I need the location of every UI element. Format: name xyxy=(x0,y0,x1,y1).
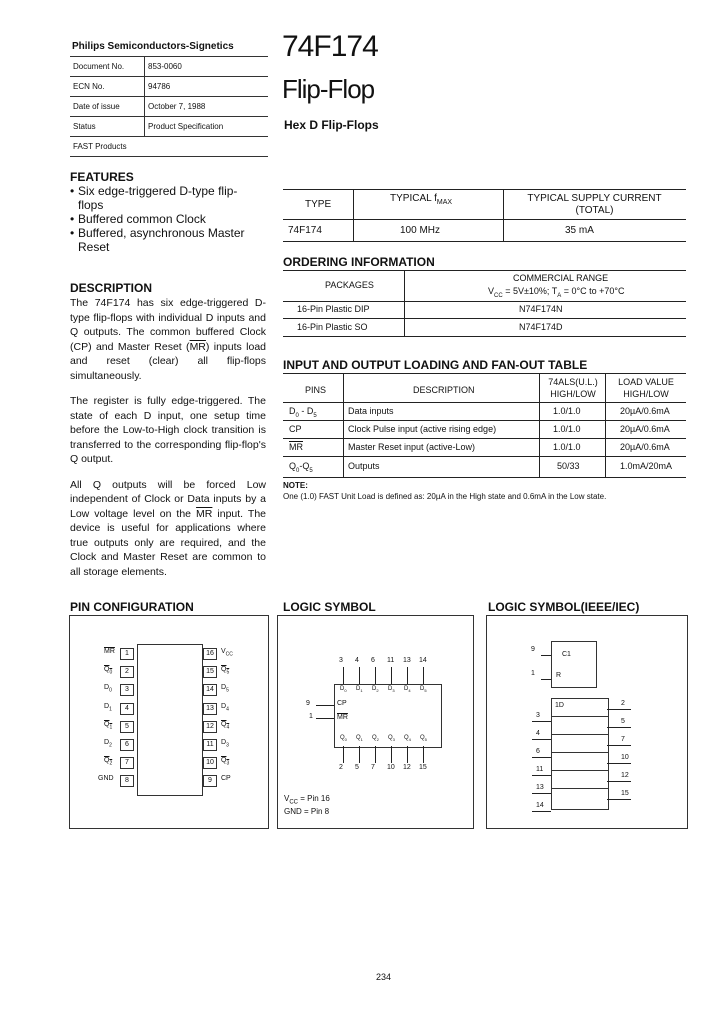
loading-desc-3: Master Reset input (active-Low) xyxy=(348,442,476,452)
description-paragraph-1: The 74F174 has six edge-triggered D-type flip-flops with individual D inputs and Q outputs. The common buffered Clock (CP) and Master Reset $(\overline{MR})$ inputs load and reset (clear) all flip-flops simultaneously. xyxy=(70,297,266,382)
ls-d-label: $D_5$ xyxy=(420,686,427,694)
loading-ul-2: 1.0/1.0 xyxy=(553,424,581,434)
ls-cp-label: CP xyxy=(337,700,347,707)
pin-label: MR xyxy=(104,648,115,655)
pin-number: 9 xyxy=(203,775,217,787)
loading-load-4: 1.0mA/20mA xyxy=(620,461,673,471)
bullet-icon: • xyxy=(70,226,75,240)
ieee-control-block xyxy=(551,641,597,688)
part-number: 74F174 xyxy=(282,30,378,63)
ls-vcc-note: $V_{CC}$ = Pin 16 xyxy=(284,794,330,806)
pin-number: 6 xyxy=(120,739,134,751)
ordering-code-2: N74F174D xyxy=(519,322,563,332)
ls-bottom-pin-line xyxy=(359,746,360,763)
ls-bottom-pin-number: 12 xyxy=(403,764,411,771)
pin-label: $D_4$ xyxy=(221,702,229,712)
pin-label: $V_{CC}$ xyxy=(221,648,233,658)
pin-label: $D_2$ xyxy=(104,739,112,749)
description-body xyxy=(70,296,266,590)
ls-q-label: $Q_0$ xyxy=(340,735,347,743)
ls-bottom-pin-number: 2 xyxy=(339,764,343,771)
ordering-package-1: 16-Pin Plastic DIP xyxy=(297,304,370,314)
pin-label: $D_5$ xyxy=(221,684,229,694)
pin-label: GND xyxy=(98,775,114,783)
ls-d-label: $D_1$ xyxy=(356,686,363,694)
ls-mr-label: $\overline{MR}$ xyxy=(337,714,348,721)
feature-item xyxy=(70,226,260,254)
ieee-register-block xyxy=(551,698,609,810)
info-value: October 7, 1988 xyxy=(145,97,269,117)
ls-top-pin-line xyxy=(407,667,408,684)
part-subtitle: Hex D Flip-Flops xyxy=(284,118,379,132)
ls-bottom-pin-number: 10 xyxy=(387,764,395,771)
ieee-right-pin-number: 10 xyxy=(621,754,629,761)
features-heading: FEATURES xyxy=(70,170,134,184)
commercial-range-condition: $V_{CC} = 5V\pm 10\%$; $T_A = 0^\circ C$ to +70°C xyxy=(488,286,625,299)
fmax-header: TYPICAL $f_{MAX}$ xyxy=(390,193,453,206)
ieee-right-pin-line xyxy=(607,745,631,746)
ls-top-pin-line xyxy=(359,667,360,684)
info-value: 853-0060 xyxy=(145,57,269,77)
ieee-left-pin-number: 1 xyxy=(531,670,535,677)
pin-label: $Q_1$ xyxy=(104,720,113,731)
pin-number: 15 xyxy=(203,666,217,678)
ls-bottom-pin-number: 7 xyxy=(371,764,375,771)
ordering-package-2: 16-Pin Plastic SO xyxy=(297,322,368,332)
ls-top-pin-line xyxy=(391,667,392,684)
info-key: ECN No. xyxy=(70,77,145,97)
pin-number: 11 xyxy=(203,739,217,751)
ls-top-pin-line xyxy=(343,667,344,684)
ieee-right-pin-number: 15 xyxy=(621,790,629,797)
pin-number: 1 xyxy=(120,648,134,660)
ieee-right-pin-line xyxy=(607,709,631,710)
ul-header: 74ALS(U.L.) HIGH/LOW xyxy=(548,377,598,399)
loading-load-1: 20µA/0.6mA xyxy=(620,406,670,416)
pin-number: 4 xyxy=(120,703,134,715)
ieee-register-divider xyxy=(551,788,608,789)
ieee-right-pin-line xyxy=(607,799,631,800)
features-list xyxy=(70,184,260,254)
pin-label: $D_1$ xyxy=(104,702,112,712)
ls-d-label: $D_3$ xyxy=(388,686,395,694)
ieee-left-pin-line xyxy=(532,811,551,812)
ieee-left-pin-number: 11 xyxy=(536,766,544,773)
ls-mr-pin: 1 xyxy=(309,713,313,720)
loading-heading: INPUT AND OUTPUT LOADING AND FAN-OUT TABLE xyxy=(283,358,588,372)
feature-text: Buffered, asynchronous Master Reset xyxy=(78,226,245,254)
loading-desc-1: Data inputs xyxy=(348,406,394,416)
feature-text: Six edge-triggered D-type flip-flops xyxy=(78,184,238,212)
ls-bottom-pin-line xyxy=(343,746,344,763)
ieee-register-divider xyxy=(551,734,608,735)
pin-label: $Q_0$ xyxy=(104,666,113,676)
ls-top-pin-number: 13 xyxy=(403,657,411,664)
ieee-left-pin-number: 3 xyxy=(536,712,540,719)
pin-number: 5 xyxy=(120,721,134,733)
ieee-heading: LOGIC SYMBOL(IEEE/IEC) xyxy=(488,600,640,614)
pins-header: PINS xyxy=(305,385,327,395)
ls-q-label: $Q_4$ xyxy=(404,735,411,743)
description-paragraph-2: The register is fully edge-triggered. The state of each D input, one setup time before the Low-to-High clock transition is transferred to the corresponding flip-flop's Q output. xyxy=(70,395,266,465)
pin-number: 8 xyxy=(120,775,134,787)
supply-header: TYPICAL SUPPLY CURRENT (TOTAL) xyxy=(527,193,662,216)
ls-q-label: $Q_5$ xyxy=(420,735,427,743)
ieee-1d-label: 1D xyxy=(555,702,564,709)
ls-cp-pin: 9 xyxy=(306,700,310,707)
loading-ul-3: 1.0/1.0 xyxy=(553,442,581,452)
pin-label: $Q_2$ xyxy=(104,757,113,767)
ls-d-label: $D_4$ xyxy=(404,686,411,694)
ls-top-pin-number: 4 xyxy=(355,657,359,664)
info-row xyxy=(70,137,268,157)
ls-bottom-pin-line xyxy=(423,746,424,763)
info-value: Product Specification xyxy=(145,117,269,137)
ls-gnd-note: GND = Pin 8 xyxy=(284,807,330,816)
info-row xyxy=(70,117,268,137)
ieee-r-label: R xyxy=(556,672,562,679)
document-info-table xyxy=(70,56,268,157)
ls-d-label: $D_2$ xyxy=(372,686,379,694)
product-line: FAST Products xyxy=(70,137,268,157)
pin-number: 2 xyxy=(120,666,134,678)
ieee-left-pin-line xyxy=(532,775,551,776)
packages-header: PACKAGES xyxy=(325,280,374,290)
loading-desc-2: Clock Pulse input (active rising edge) xyxy=(348,424,497,434)
ls-bottom-pin-line xyxy=(375,746,376,763)
ls-bottom-pin-number: 5 xyxy=(355,764,359,771)
pin-label: $Q_4$ xyxy=(221,720,230,731)
ls-q-label: $Q_1$ xyxy=(356,735,363,743)
ieee-left-pin-line xyxy=(541,679,551,680)
bullet-icon: • xyxy=(70,184,75,198)
ieee-left-pin-number: 4 xyxy=(536,730,540,737)
pin-config-heading: PIN CONFIGURATION xyxy=(70,600,194,614)
ieee-right-pin-number: 12 xyxy=(621,772,629,779)
info-value: 94786 xyxy=(145,77,269,97)
ieee-left-pin-line xyxy=(532,721,551,722)
info-row xyxy=(70,57,268,77)
pin-number: 16 xyxy=(203,648,217,660)
ieee-left-pin-line xyxy=(532,739,551,740)
pin-number: 13 xyxy=(203,703,217,715)
supply-value: 35 mA xyxy=(565,225,594,236)
feature-text: Buffered common Clock xyxy=(78,212,206,226)
ordering-heading: ORDERING INFORMATION xyxy=(283,255,435,269)
info-key: Document No. xyxy=(70,57,145,77)
loading-ul-4: 50/33 xyxy=(557,461,580,471)
ieee-register-divider xyxy=(551,752,608,753)
info-row xyxy=(70,97,268,117)
ieee-left-pin-number: 14 xyxy=(536,802,544,809)
fmax-value: 100 MHz xyxy=(400,225,441,236)
ls-q-label: $Q_3$ xyxy=(388,735,395,743)
loading-load-3: 20µA/0.6mA xyxy=(620,442,670,452)
loading-pin-1: $D_0 - D_5$ xyxy=(289,406,317,419)
note-text: One (1.0) FAST Unit Load is defined as: 20µA in the High state and 0.6mA in the Low state. xyxy=(283,492,607,501)
ieee-register-divider xyxy=(551,770,608,771)
ieee-register-divider xyxy=(551,716,608,717)
ieee-left-pin-line xyxy=(532,793,551,794)
ls-bottom-pin-line xyxy=(391,746,392,763)
pin-label: $D_0$ xyxy=(104,684,112,694)
ls-q-label: $Q_2$ xyxy=(372,735,379,743)
ieee-right-pin-line xyxy=(607,781,631,782)
pin-number: 14 xyxy=(203,684,217,696)
loading-pin-2: CP xyxy=(289,424,302,434)
ls-top-pin-number: 3 xyxy=(339,657,343,664)
loading-desc-4: Outputs xyxy=(348,461,380,471)
pin-label: CP xyxy=(221,775,231,783)
ieee-left-pin-line xyxy=(532,757,551,758)
pin-label: $Q_3$ xyxy=(221,757,230,767)
bullet-icon: • xyxy=(70,212,75,226)
commercial-range-header: COMMERCIAL RANGE xyxy=(513,273,609,283)
pin-label: $D_3$ xyxy=(221,739,229,749)
ieee-c1-label: C1 xyxy=(562,651,571,658)
ls-top-pin-line xyxy=(423,667,424,684)
ieee-left-pin-line xyxy=(541,655,551,656)
note-label: NOTE: xyxy=(283,481,308,490)
pin-number: 10 xyxy=(203,757,217,769)
info-key: Date of issue xyxy=(70,97,145,117)
ordering-code-1: N74F174N xyxy=(519,304,563,314)
type-value: 74F174 xyxy=(288,225,322,236)
loading-pin-4: $Q_0-Q_5$ xyxy=(289,461,313,474)
ieee-right-pin-number: 2 xyxy=(621,700,625,707)
feature-item xyxy=(70,184,260,212)
feature-item xyxy=(70,212,260,226)
part-function: Flip-Flop xyxy=(282,74,375,104)
logic-symbol-heading: LOGIC SYMBOL xyxy=(283,600,376,614)
ieee-right-pin-line xyxy=(607,727,631,728)
pin-label: $Q_5$ xyxy=(221,666,230,676)
ieee-left-pin-number: 13 xyxy=(536,784,544,791)
ls-top-pin-number: 6 xyxy=(371,657,375,664)
ic-package xyxy=(137,644,203,796)
ieee-right-pin-line xyxy=(607,763,631,764)
ls-top-pin-number: 11 xyxy=(387,657,395,664)
description-header: DESCRIPTION xyxy=(413,385,475,395)
ieee-right-pin-number: 5 xyxy=(621,718,625,725)
info-key: Status xyxy=(70,117,145,137)
company-name: Philips Semiconductors-Signetics xyxy=(72,41,234,52)
info-row xyxy=(70,77,268,97)
ieee-right-pin-number: 7 xyxy=(621,736,625,743)
loading-load-2: 20µA/0.6mA xyxy=(620,424,670,434)
ls-top-pin-line xyxy=(375,667,376,684)
ls-top-pin-number: 14 xyxy=(419,657,427,664)
pin-number: 12 xyxy=(203,721,217,733)
pin-number: 7 xyxy=(120,757,134,769)
loading-ul-1: 1.0/1.0 xyxy=(553,406,581,416)
type-header: TYPE xyxy=(305,199,332,210)
ieee-left-pin-number: 6 xyxy=(536,748,540,755)
load-value-header: LOAD VALUE HIGH/LOW xyxy=(618,377,674,399)
ls-d-label: $D_0$ xyxy=(340,686,347,694)
description-heading: DESCRIPTION xyxy=(70,281,153,295)
pin-number: 3 xyxy=(120,684,134,696)
page-number: 234 xyxy=(376,972,392,982)
ls-bottom-pin-number: 15 xyxy=(419,764,427,771)
ieee-left-pin-number: 9 xyxy=(531,646,535,653)
ls-bottom-pin-line xyxy=(407,746,408,763)
description-paragraph-3: All Q outputs will be forced Low independent of Clock or Data inputs by a Low voltage level on the $\overline{MR}$ input. The device is useful for applications where true outputs only are required, and the Clock and Master Reset are common to all storage elements. xyxy=(70,478,266,578)
loading-pin-3: $\overline{MR}$ xyxy=(289,442,303,452)
